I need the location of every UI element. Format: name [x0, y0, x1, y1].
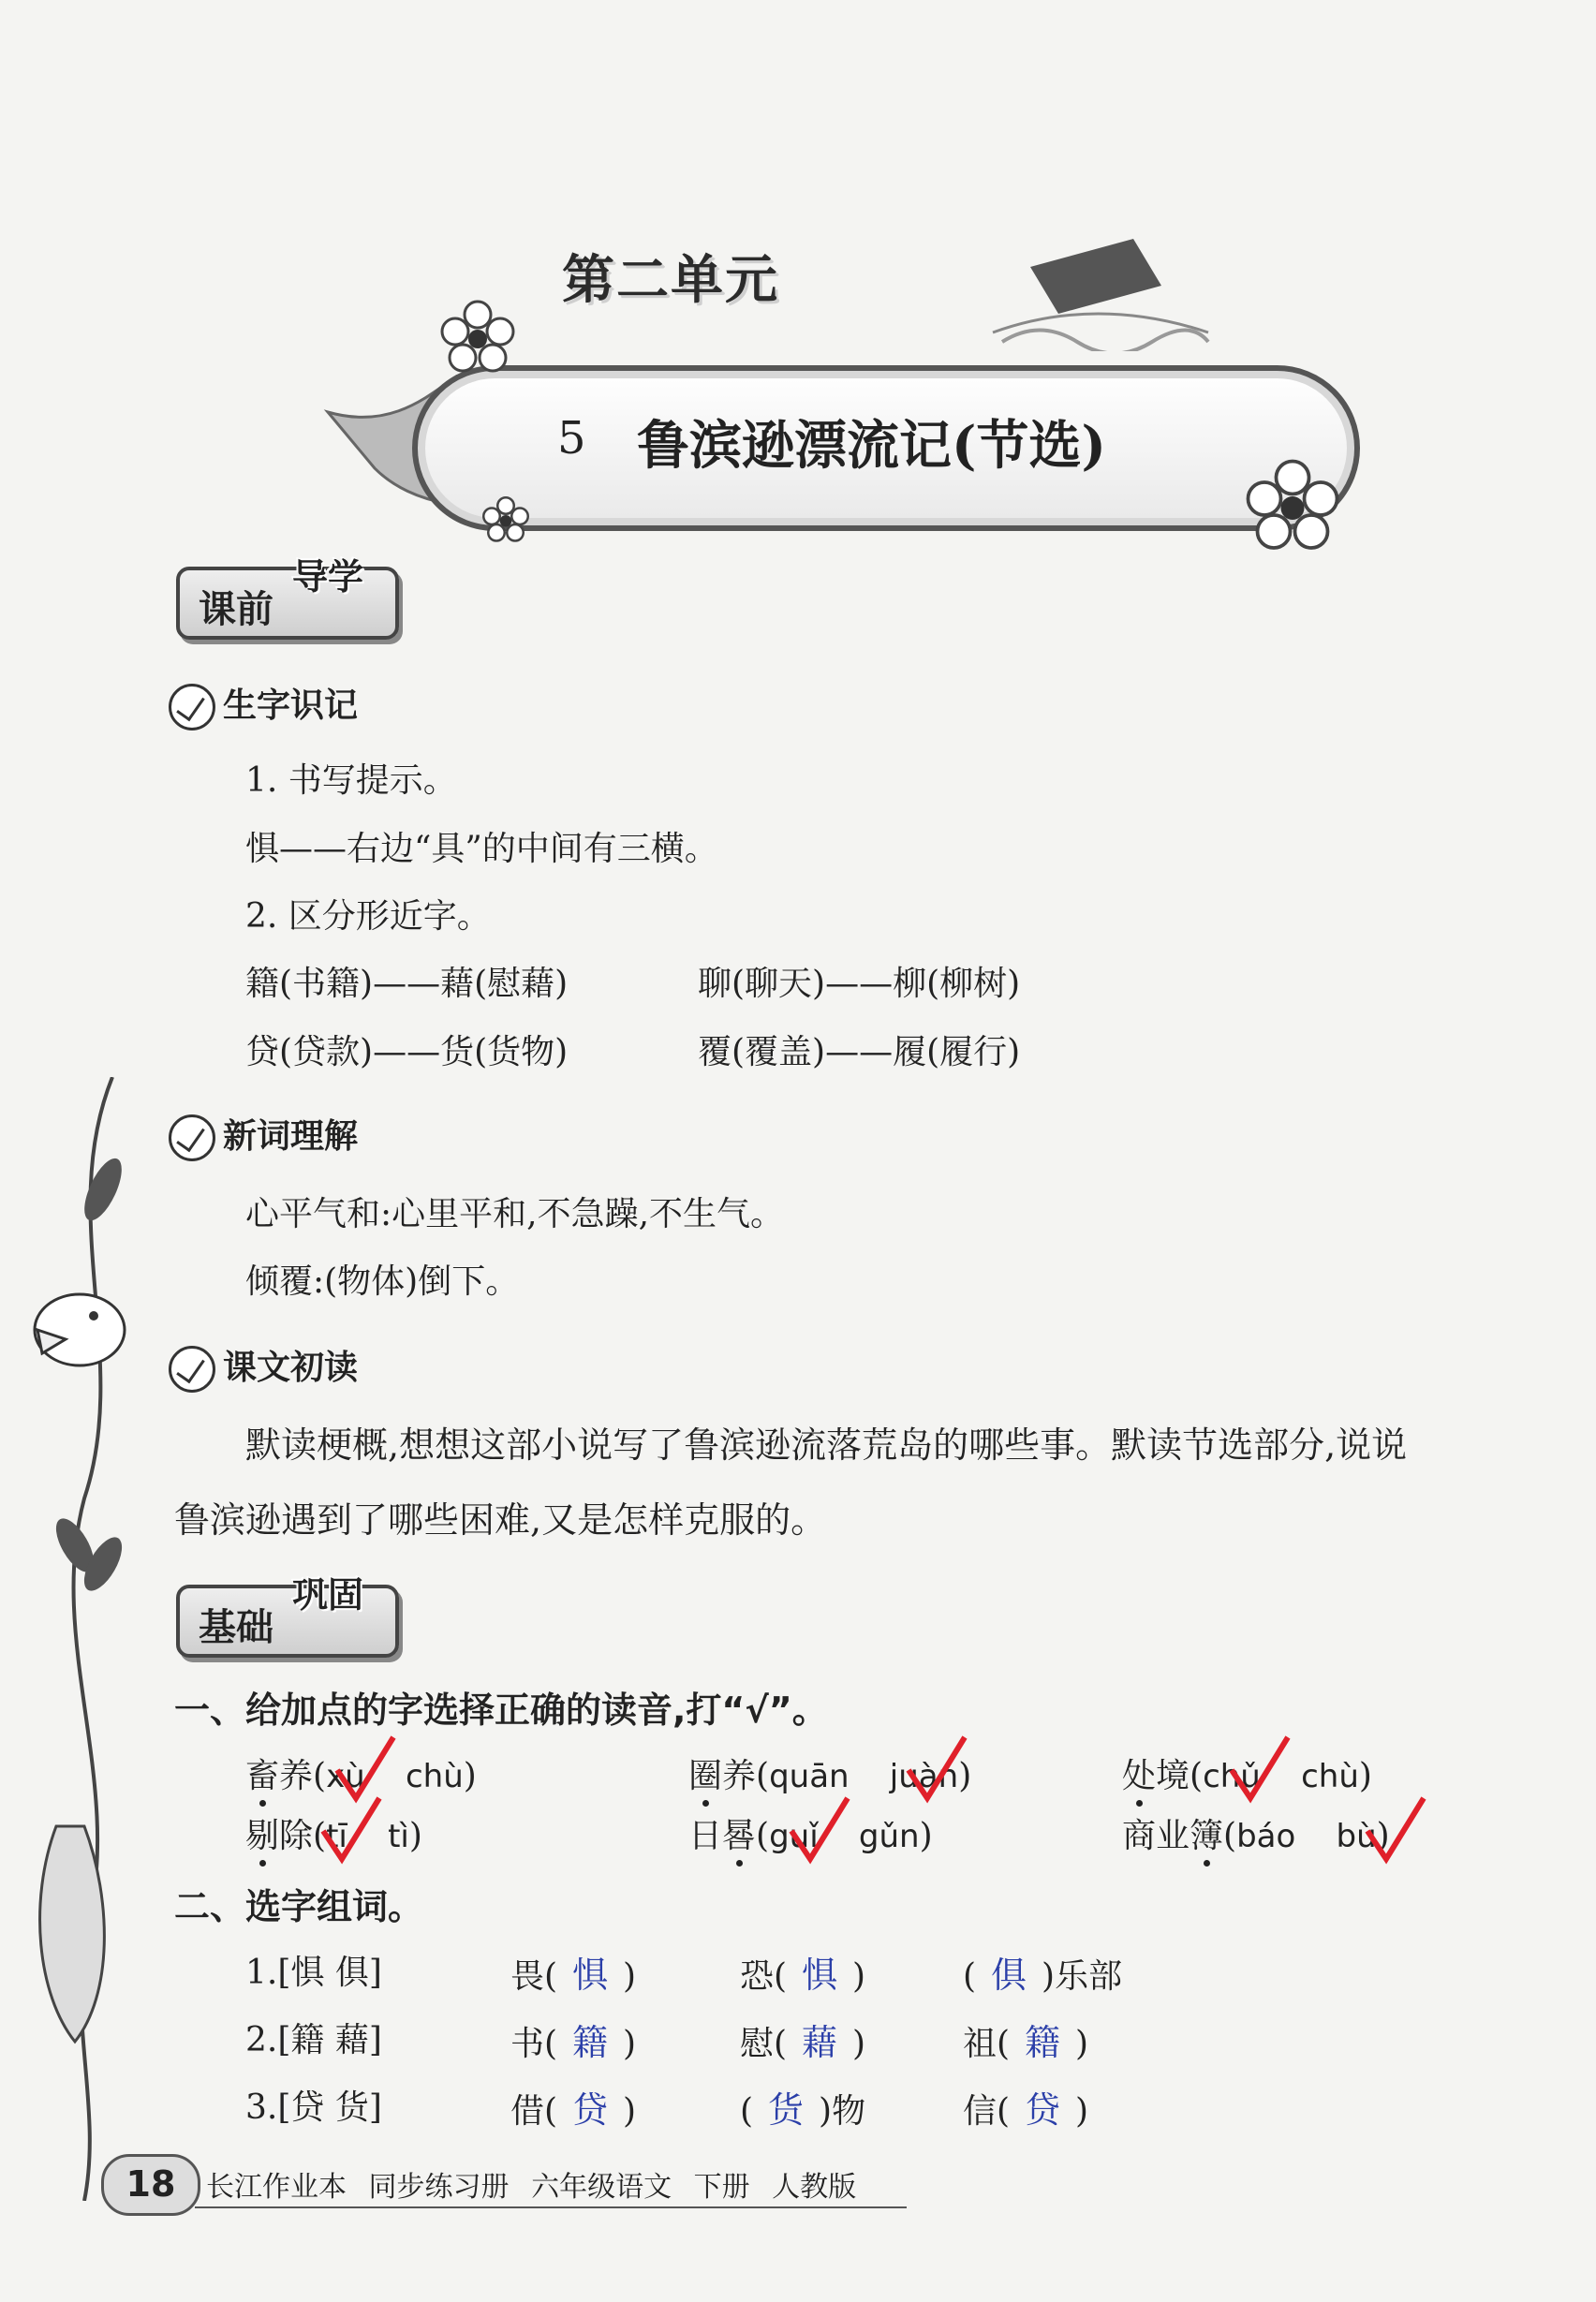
bird-icon [35, 1294, 125, 1365]
fill-item: 畏( 惧 ) [510, 1955, 637, 1996]
word-definition: 心平气和:心里平和,不急躁,不生气。 [245, 1195, 785, 1233]
reading-text: 默读梗概,想想这部小说写了鲁滨逊流落荒岛的哪些事。默读节选部分,说说 [245, 1424, 1408, 1466]
badge-main-text: 基础 [199, 1606, 273, 1649]
lesson-title: 鲁滨逊漂流记(节选) [637, 415, 1106, 477]
fill-item: ( 俱 )乐部 [963, 1955, 1123, 1996]
fill-item: 慰( 藉 ) [740, 2022, 866, 2063]
char-pair: 贷(贷款)——货(货物) [245, 1033, 569, 1071]
leaf-icon [169, 684, 215, 730]
page-number: 18 [101, 2154, 200, 2216]
reading-text: 鲁滨逊遇到了哪些困难,又是怎样克服的。 [174, 1499, 827, 1541]
vine-decoration-icon [0, 1077, 159, 2201]
word-definition: 倾覆:(物体)倒下。 [245, 1262, 520, 1301]
pinyin-item: 圈养(quān juàn) [688, 1757, 972, 1795]
book-info: 长江作业本 同步练习册 六年级语文 下册 人教版 [206, 2171, 857, 2204]
page-footer [101, 2154, 907, 2210]
char-pair: 覆(覆盖)——履(履行) [698, 1033, 1021, 1071]
question-2-heading: 二、选字组词。 [174, 1886, 424, 1927]
check-mark-icon [787, 1793, 852, 1868]
fill-item: 恐( 惧 ) [740, 1955, 866, 1996]
choice-set-label: 2.[籍 藉] [245, 2021, 382, 2059]
choice-set-label: 3.[贷 货] [245, 2088, 382, 2127]
badge-sub-text: 导学 [292, 556, 364, 598]
unit-title: 第二单元 [562, 250, 779, 311]
pinyin-item: 剔除(tī tì) [245, 1817, 422, 1855]
section-badge-basic [176, 1574, 399, 1658]
fill-item: 信( 贷 ) [963, 2089, 1089, 2131]
section-badge-pre-study [176, 556, 399, 640]
check-mark-icon [318, 1793, 384, 1868]
pinyin-item: 日晷(guǐ gǔn) [688, 1817, 933, 1855]
char-pair: 聊(聊天)——柳(柳树) [698, 965, 1021, 1003]
pinyin-item: 处境(chǔ chù) [1122, 1757, 1372, 1795]
char-pair: 籍(书籍)——藉(慰藉) [245, 965, 569, 1003]
heading-first-reading: 课文初读 [169, 1341, 358, 1393]
badge-main-text: 课前 [199, 588, 273, 631]
badge-sub-text: 巩固 [292, 1574, 364, 1616]
check-mark-icon [904, 1733, 969, 1808]
text-line: 惧——右边“具”的中间有三横。 [245, 830, 718, 868]
question-1-heading: 一、给加点的字选择正确的读音,打“√”。 [174, 1690, 828, 1731]
flower-icon [440, 300, 515, 375]
ship-icon [974, 229, 1218, 351]
choice-set-label: 1.[惧 俱] [245, 1954, 382, 1992]
lesson-number: 5 [557, 412, 586, 465]
fill-item: 书( 籍 ) [510, 2022, 637, 2063]
heading-new-characters: 生字识记 [169, 679, 358, 730]
footer-divider [195, 2206, 907, 2208]
flower-icon [482, 496, 529, 543]
leaf-icon [169, 1114, 215, 1161]
fill-item: ( 货 )物 [740, 2089, 866, 2131]
pinyin-item: 畜养(xù chù) [245, 1757, 477, 1795]
pinyin-item: 商业簿(báo bù) [1122, 1817, 1390, 1855]
fill-item: 祖( 籍 ) [963, 2022, 1089, 2063]
text-line: 1. 书写提示。 [245, 761, 457, 800]
check-mark-icon [1227, 1733, 1293, 1808]
text-line: 2. 区分形近字。 [245, 897, 491, 936]
fill-item: 借( 贷 ) [510, 2089, 637, 2131]
flower-icon [1246, 459, 1339, 553]
leaf-icon [169, 1346, 215, 1393]
heading-new-words: 新词理解 [169, 1110, 358, 1161]
check-mark-icon [1363, 1793, 1428, 1868]
